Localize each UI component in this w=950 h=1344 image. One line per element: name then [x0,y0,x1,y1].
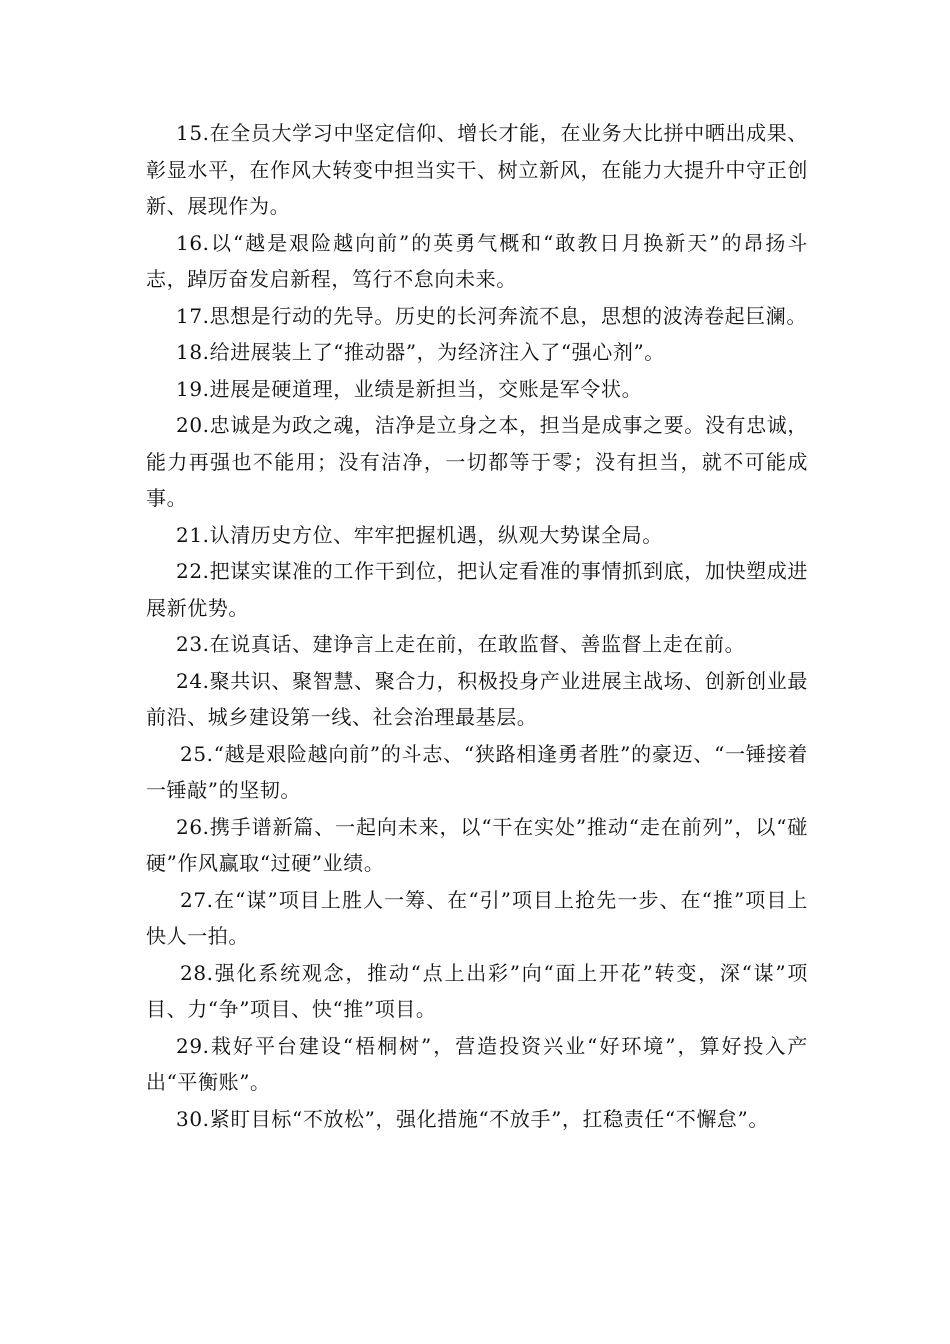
paragraph-18: 18.给进展装上了“推动器”，为经济注入了“强心剂”。 [176,340,665,364]
document-body [146,115,808,1137]
paragraph-21: 21.认清历史方位、牢牢把握机遇，纵观大势谋全局。 [176,522,663,547]
paragraph-17: 17.思想是行动的先导。历史的长河奔流不息，思想的波涛卷起巨澜。 [176,303,808,328]
paragraph-27: 27.在“谋”项目上胜人一筹、在“引”项目上抢先一步、在“推”项目上快人一拍。 [146,887,808,948]
paragraph-24: 24.聚共识、聚智慧、聚合力，积极投身产业进展主战场、创新创业最前沿、城乡建设第一线、社会治理最基层。 [146,668,808,729]
paragraph-29: 29.栽好平台建设“梧桐树”，营造投资兴业“好环境”，算好投入产出“平衡账”。 [146,1033,808,1094]
paragraph-28: 28.强化系统观念，推动“点上出彩”向“面上开花”转变，深“谋”项目、力“争”项目、快“推”项目。 [146,960,808,1021]
paragraph-25: 25.“越是艰险越向前”的斗志、“狭路相逢勇者胜”的豪迈、“一锤接着一锤敲”的坚韧。 [146,741,808,802]
paragraph-19: 19.进展是硬道理，业绩是新担当，交账是军令状。 [176,376,643,401]
paragraph-22: 22.把谋实谋准的工作干到位，把认定看准的事情抓到底，加快塑成进展新优势。 [146,559,808,620]
paragraph-30: 30.紧盯目标“不放松”，强化措施“不放手”，扛稳责任“不懈怠”。 [176,1106,769,1131]
paragraph-15: 15.在全员大学习中坚定信仰、增长才能，在业务大比拼中晒出成果、彰显水平，在作风大转变中担当实干、树立新风，在能力大提升中守正创新、展现作为。 [146,121,808,218]
paragraph-26: 26.携手谱新篇、一起向未来，以“干在实处”推动“走在前列”，以“碰硬”作风赢取“过硬”业绩。 [146,814,808,875]
paragraph-20: 20.忠诚是为政之魂，洁净是立身之本，担当是成事之要。没有忠诚，能力再强也不能用；没有洁净，一切都等于零；没有担当，就不可能成事。 [146,413,808,510]
paragraph-23: 23.在说真话、建诤言上走在前，在敢监督、善监督上走在前。 [176,632,746,656]
paragraph-16: 16.以“越是艰险越向前”的英勇气概和“敢教日月换新天”的昂扬斗志，踔厉奋发启新程，笃行不怠向未来。 [146,230,808,291]
